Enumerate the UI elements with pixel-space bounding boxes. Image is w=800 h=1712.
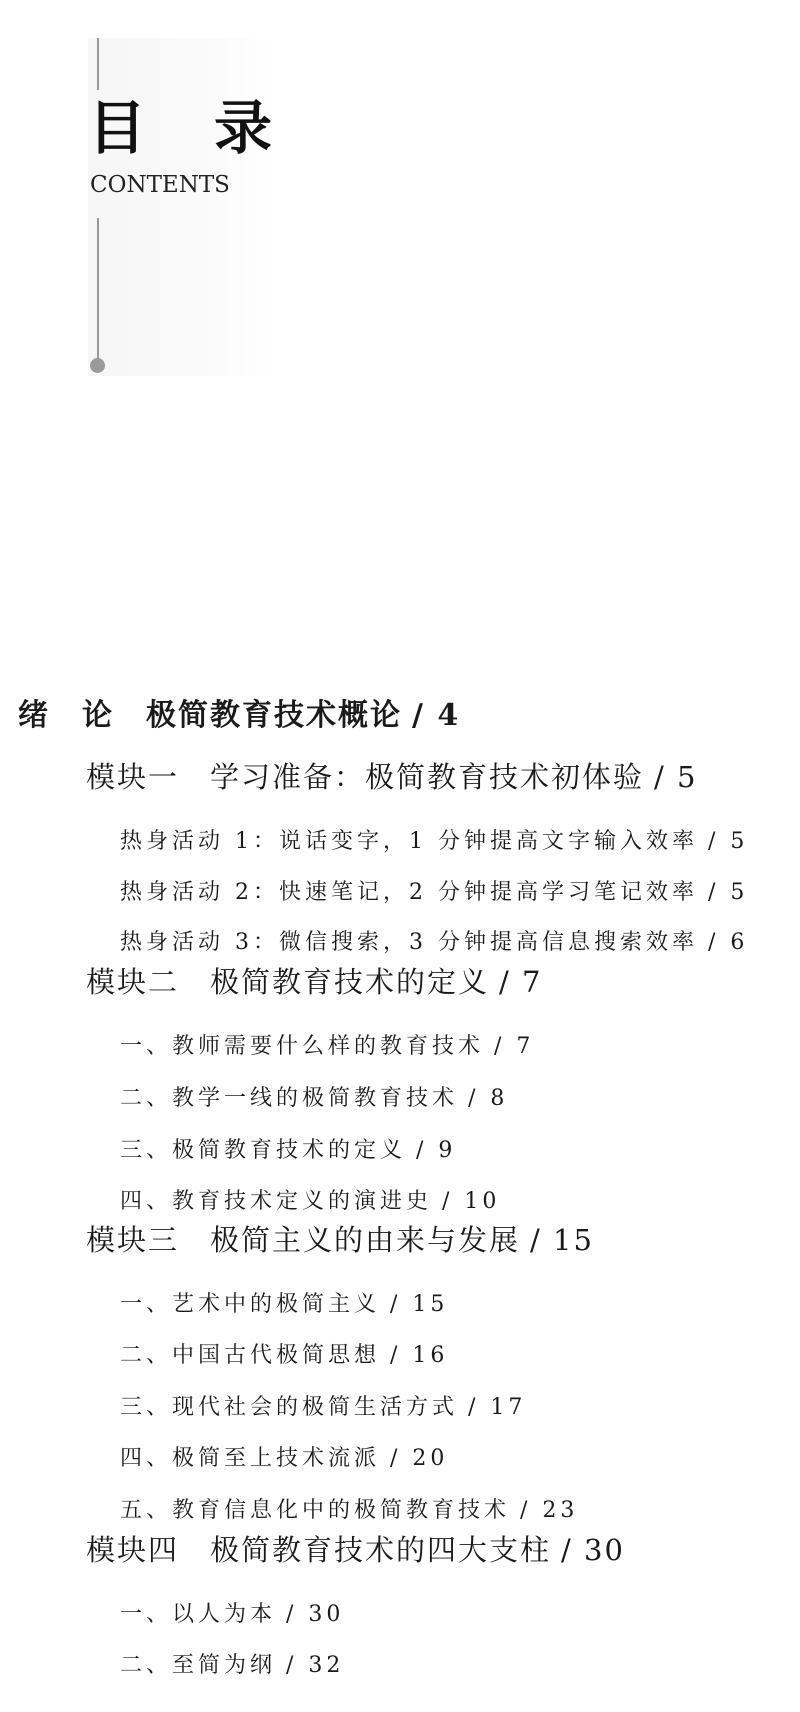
toc-entry-label: 二、教学一线的极简教育技术 [120, 1086, 459, 1111]
toc-entry-label: 热身活动 2：快速笔记，2 分钟提高学习笔记效率 [120, 880, 698, 905]
toc-entry-label: 模块一 学习准备：极简教育技术初体验 [86, 760, 645, 794]
toc-entry-section[interactable] [120, 875, 748, 906]
toc-entry-page: / 6 [707, 930, 749, 955]
toc-entry-module-4[interactable] [86, 1528, 625, 1569]
toc-entry-module-2[interactable] [86, 960, 542, 1001]
toc-entry-label: 一、教师需要什么样的教育技术 [120, 1034, 485, 1059]
toc-entry-label: 三、极简教育技术的定义 [120, 1138, 407, 1163]
toc-entry-section[interactable] [120, 1287, 448, 1318]
toc-entry-page: / 7 [499, 965, 543, 999]
toc-entry-page: / 7 [494, 1034, 535, 1059]
title-block-background [88, 38, 278, 376]
toc-entry-page: / 5 [707, 880, 749, 905]
toc-entry-section[interactable] [120, 1441, 448, 1472]
toc-entry-label: 二、至简为纲 [120, 1653, 277, 1678]
toc-entry-page: / 23 [520, 1498, 579, 1523]
toc-entry-label: 热身活动 1：说话变字，1 分钟提高文字输入效率 [120, 829, 698, 854]
toc-entry-section[interactable] [120, 1184, 500, 1215]
toc-entry-section[interactable] [120, 1648, 344, 1679]
decorative-line-bottom [97, 218, 99, 360]
toc-entry-section[interactable] [120, 824, 748, 855]
page-subtitle: CONTENTS [90, 172, 230, 198]
toc-entry-page: / 30 [561, 1533, 625, 1567]
toc-entry-label: 四、极简至上技术流派 [120, 1446, 381, 1471]
decorative-line-top [97, 38, 99, 90]
toc-entry-introduction[interactable] [18, 690, 460, 734]
toc-entry-module-3[interactable] [86, 1218, 594, 1259]
toc-entry-page: / 30 [286, 1602, 345, 1627]
toc-entry-section[interactable] [120, 1390, 526, 1421]
toc-entry-module-1[interactable] [86, 755, 697, 796]
page-title: 目录 [88, 94, 341, 162]
toc-entry-label: 热身活动 3：微信搜索，3 分钟提高信息搜索效率 [120, 930, 698, 955]
toc-entry-section[interactable] [120, 1081, 508, 1112]
toc-entry-label: 一、以人为本 [120, 1602, 277, 1627]
toc-entry-page: / 17 [468, 1395, 527, 1420]
toc-entry-label: 五、教育信息化中的极简教育技术 [120, 1498, 511, 1523]
toc-entry-page: / 32 [286, 1653, 345, 1678]
toc-entry-page: / 15 [390, 1292, 449, 1317]
toc-entry-page: / 16 [390, 1343, 449, 1368]
toc-entry-label: 模块四 极简教育技术的四大支柱 [86, 1533, 552, 1567]
toc-entry-page: / 10 [442, 1189, 501, 1214]
toc-entry-page: / 8 [468, 1086, 509, 1111]
toc-entry-label: 绪 论 极简教育技术概论 [18, 698, 402, 733]
toc-entry-section[interactable] [120, 925, 748, 956]
toc-entry-label: 二、中国古代极简思想 [120, 1343, 381, 1368]
toc-entry-section[interactable] [120, 1029, 534, 1060]
toc-entry-page: / 5 [654, 760, 698, 794]
toc-entry-page: / 5 [707, 829, 749, 854]
toc-entry-label: 模块三 极简主义的由来与发展 [86, 1223, 521, 1257]
toc-entry-label: 四、教育技术定义的演进史 [120, 1189, 433, 1214]
toc-entry-page: / 20 [390, 1446, 449, 1471]
toc-entry-section[interactable] [120, 1493, 578, 1524]
toc-entry-page: / 4 [412, 698, 461, 733]
toc-entry-label: 三、现代社会的极简生活方式 [120, 1395, 459, 1420]
decorative-dot [90, 358, 105, 373]
toc-entry-section[interactable] [120, 1597, 344, 1628]
toc-entry-label: 一、艺术中的极简主义 [120, 1292, 381, 1317]
toc-entry-page: / 15 [530, 1223, 594, 1257]
toc-entry-section[interactable] [120, 1338, 448, 1369]
toc-entry-label: 模块二 极简教育技术的定义 [86, 965, 490, 999]
toc-entry-page: / 9 [416, 1138, 457, 1163]
toc-entry-section[interactable] [120, 1133, 456, 1164]
